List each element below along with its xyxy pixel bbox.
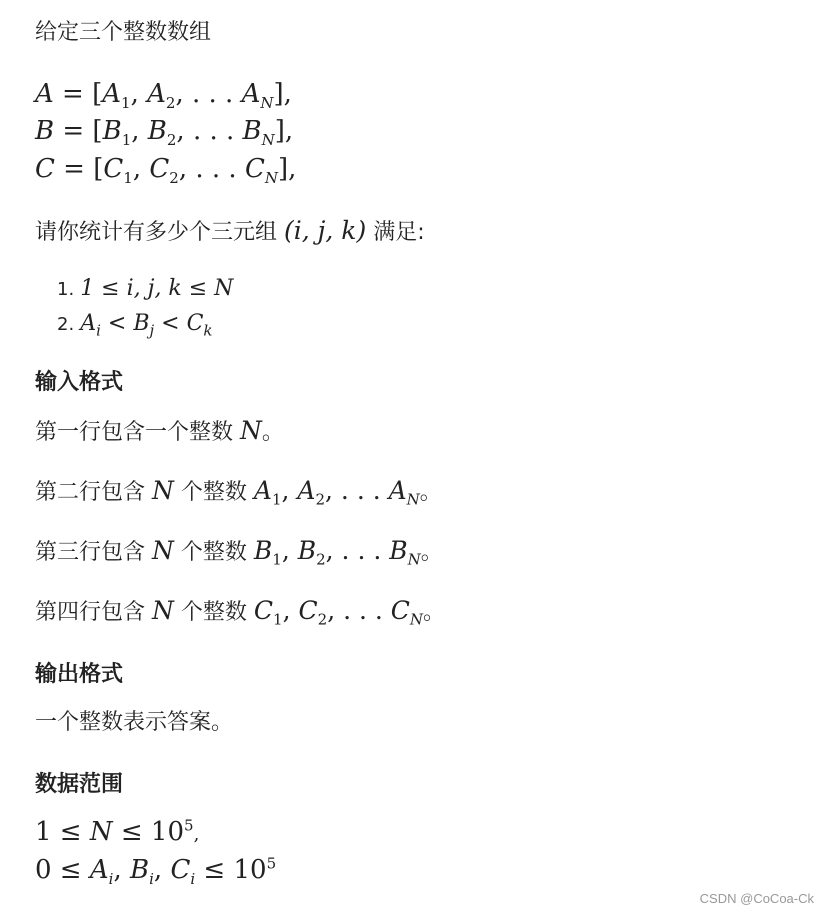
intro-text: 给定三个整数数组 [35, 20, 212, 45]
array-c-definition: $C = [C_1$, $C_2$, . . . $C_N$], [35, 154, 297, 188]
data-range-heading: 数据范围 [35, 772, 124, 797]
watermark: CSDN @CoCoa-Ck [699, 891, 814, 906]
output-format-heading: 输出格式 [35, 662, 124, 687]
condition-2: 2. $A_i < B_j < C_k$ [57, 311, 213, 340]
input-line-1: 第一行包含一个整数 N。 [35, 416, 284, 445]
input-line-4: 第四行包含 N 个整数 $C_1$, $C_2$, . . . $C_N$。 [35, 596, 446, 629]
input-line-3: 第三行包含 N 个整数 $B_1$, $B_2$, . . . $B_N$。 [35, 536, 443, 569]
input-format-heading: 输入格式 [35, 370, 124, 395]
range-line-2: $0 \le A_i$, $B_i$, $C_i \le 10^5$ [35, 854, 277, 889]
condition-1: 1. 1 ≤ i, j, k ≤ N [57, 276, 234, 301]
question-line: 请你统计有多少个三元组 (i, j, k) 满足: [35, 216, 425, 245]
output-text: 一个整数表示答案。 [35, 710, 234, 735]
array-b-definition: $B = [B_1$, $B_2$, . . . $B_N$], [35, 116, 294, 150]
range-line-1: $1 \le N \le 10^5$, [35, 816, 200, 847]
array-a-definition: $A = [A_1$, $A_2$, . . . $A_N$], [35, 79, 292, 113]
input-line-2: 第二行包含 N 个整数 $A_1$, $A_2$, . . . $A_N$。 [35, 476, 442, 509]
